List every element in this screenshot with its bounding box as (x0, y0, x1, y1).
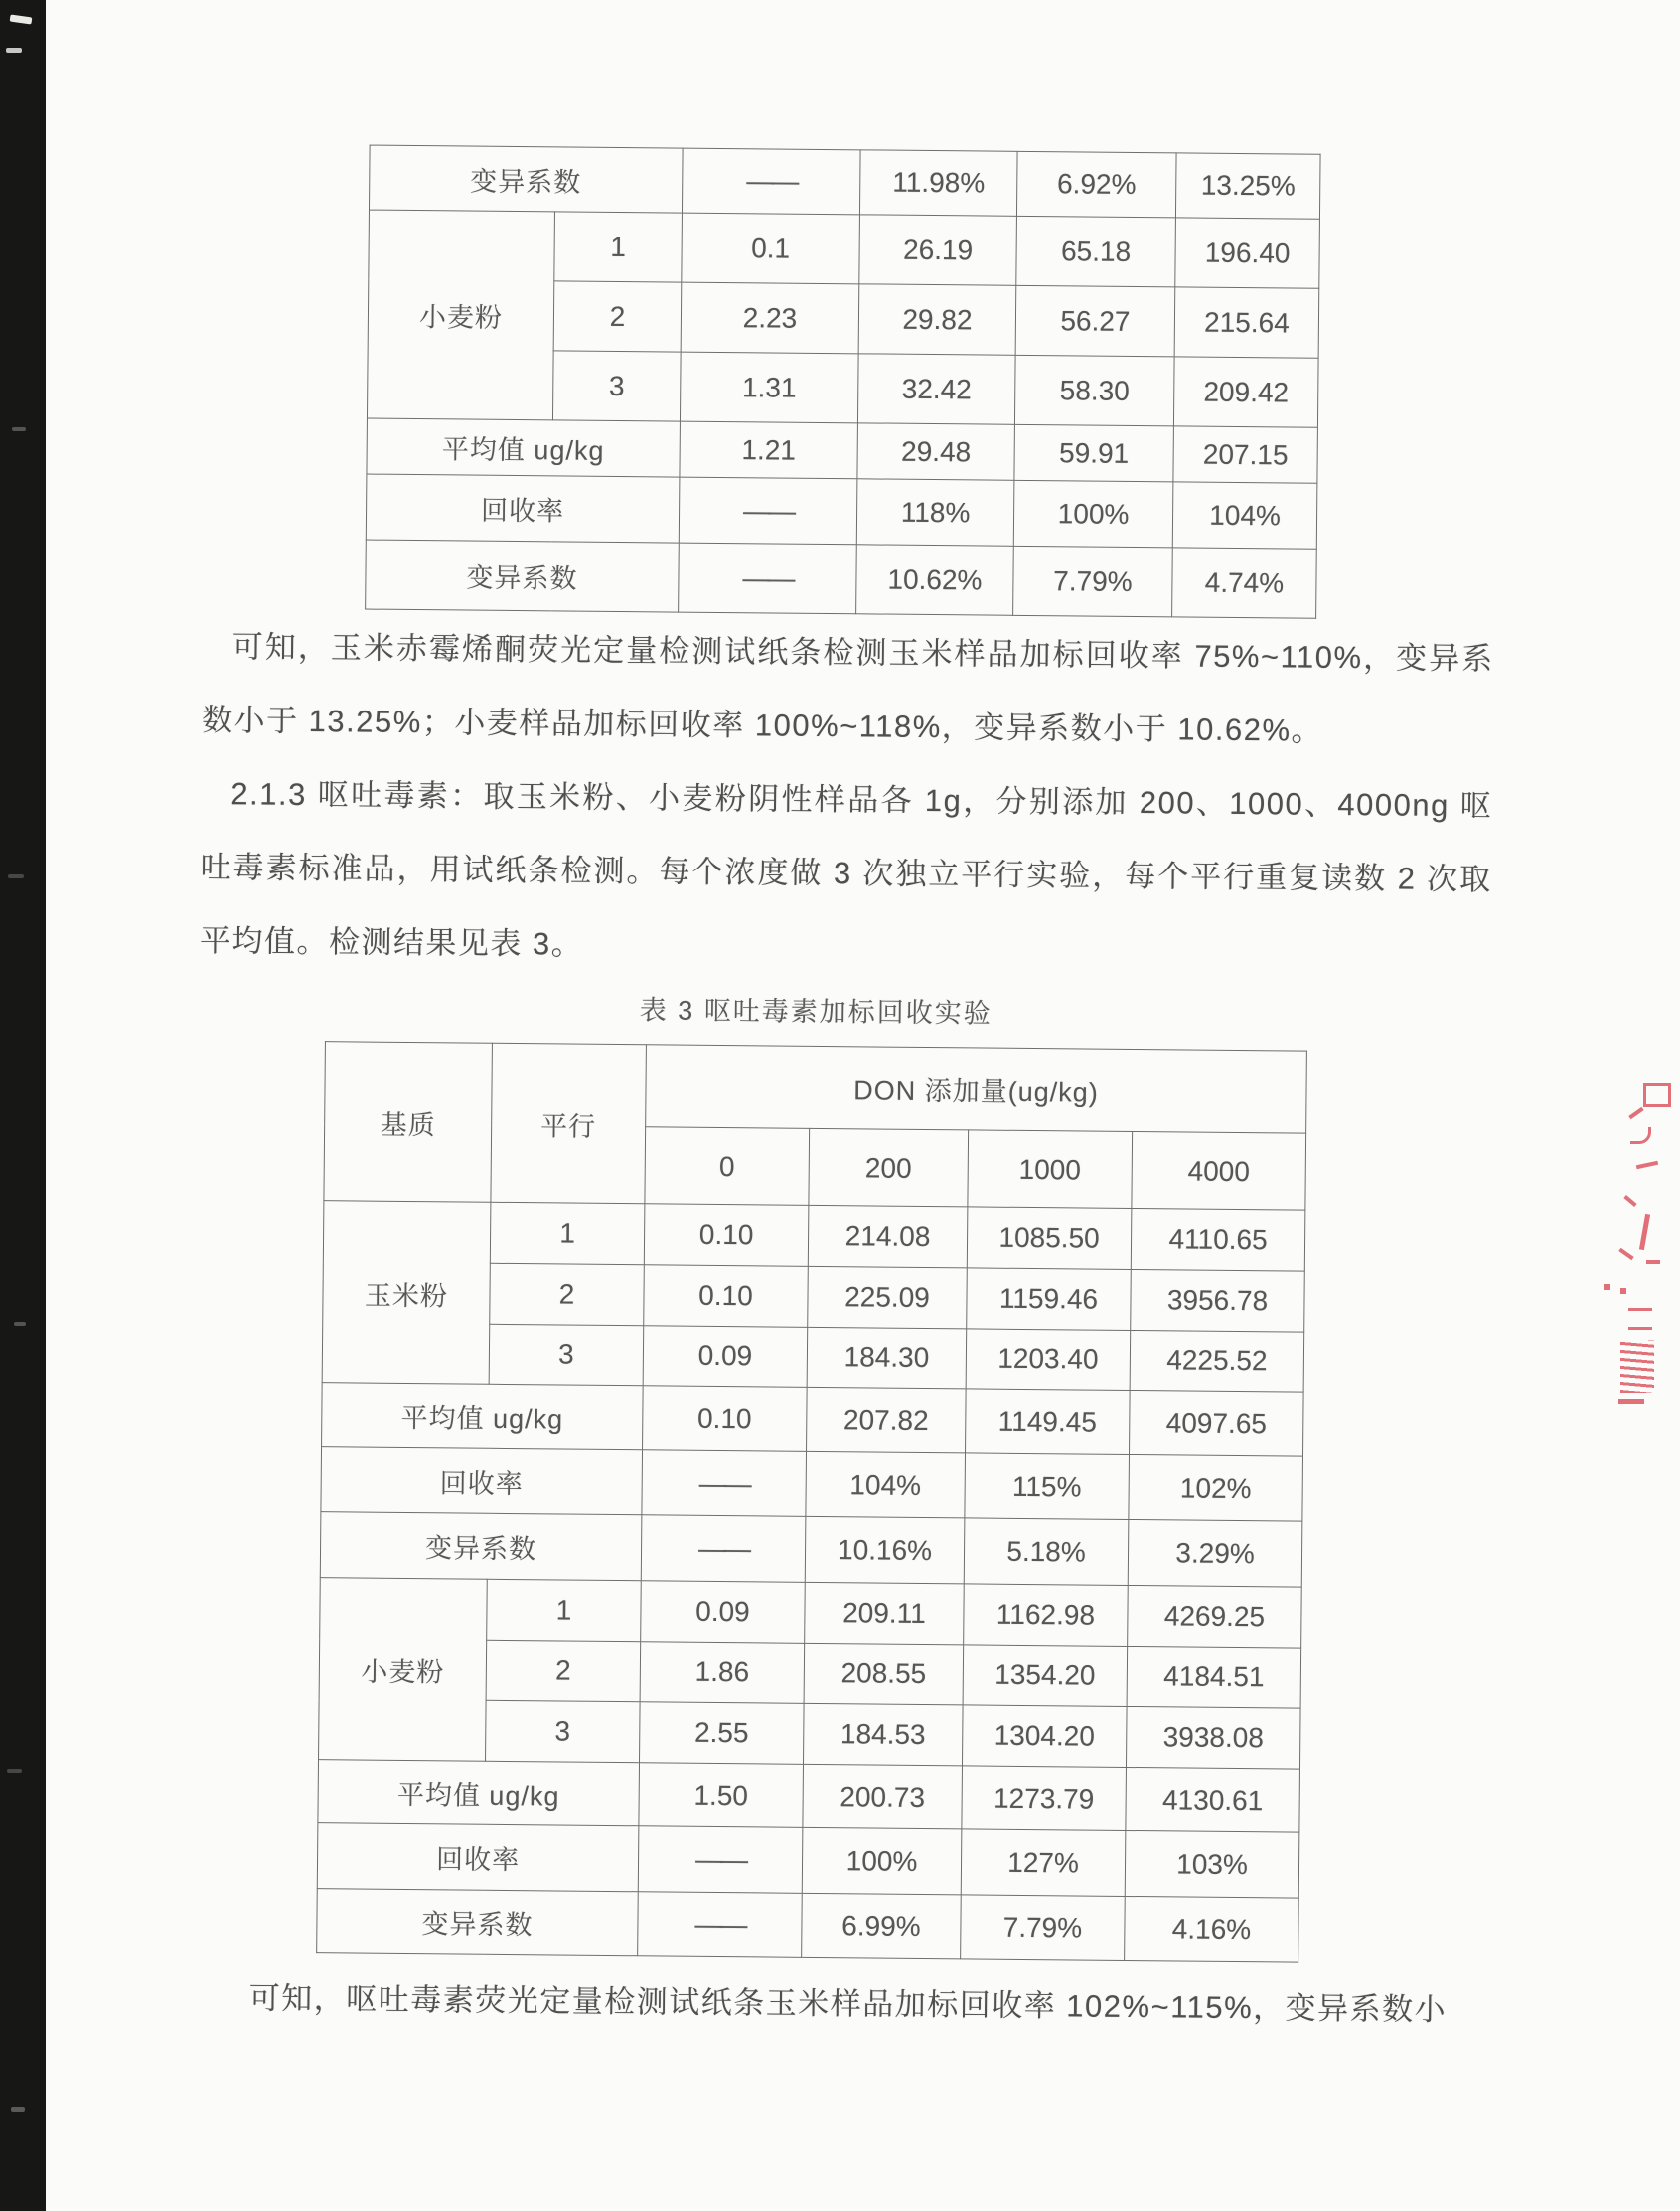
table-cell: 3 (552, 351, 681, 421)
table-row (366, 474, 1317, 549)
paragraph-zearalenone-conclusion: 可知，玉米赤霉烯酮荧光定量检测试纸条检测玉米样品加标回收率 75%~110%，变异系数小于 13.25%；小麦样品加标回收率 100%~118%，变异系数小于 10.62%。 (201, 629, 1494, 748)
column-header-cell: 平行 (491, 1043, 647, 1203)
table-cell: 225.09 (808, 1266, 968, 1329)
table-cell: 1203.40 (966, 1329, 1131, 1391)
stamp-mark (1636, 1161, 1658, 1169)
table-cell: 1 (490, 1202, 645, 1264)
table-row (369, 145, 1320, 219)
table-cell: —— (679, 477, 857, 545)
table-cell: 59.91 (1014, 424, 1174, 482)
stamp-mark (1630, 1127, 1651, 1144)
stamp-mark (1604, 1284, 1610, 1290)
table-cell: 6.92% (1016, 151, 1176, 218)
table-cell: 0.10 (644, 1265, 809, 1328)
table-cell: 1 (554, 212, 683, 282)
table-cell: 1159.46 (967, 1268, 1132, 1331)
table-cell: 29.48 (857, 423, 1015, 481)
table-cell: 102% (1129, 1454, 1303, 1521)
table-cell: 58.30 (1014, 355, 1174, 426)
table-cell: 0.09 (641, 1581, 806, 1644)
table-cell: 214.08 (808, 1205, 968, 1268)
column-header-cell: 0 (645, 1127, 810, 1206)
row-label-cell: 变异系数 (366, 540, 680, 612)
column-header-cell: 4000 (1132, 1131, 1306, 1210)
table-cell: 56.27 (1015, 285, 1175, 357)
table-cell: 0.10 (644, 1204, 809, 1267)
table-cell: —— (679, 543, 857, 614)
table-cell: 4225.52 (1130, 1330, 1304, 1392)
paragraph-don-conclusion: 可知，呕吐毒素荧光定量检测试纸条玉米样品加标回收率 102%~115%，变异系数小 (248, 1980, 1448, 2028)
table-cell: —— (638, 1826, 803, 1894)
scan-edge-mark (14, 1322, 26, 1326)
table-don-recovery (316, 1041, 1307, 1962)
table-cell: 13.25% (1175, 153, 1320, 219)
row-label-cell: 回收率 (321, 1447, 643, 1515)
table-cell: 3 (486, 1700, 641, 1762)
table-zearalenone-recovery-fragment (365, 145, 1320, 619)
stamp-mark (1646, 1260, 1660, 1264)
table-cell: 1354.20 (963, 1645, 1128, 1707)
table-row (320, 1578, 1302, 1648)
row-label-cell: 回收率 (366, 474, 680, 543)
table-cell: 208.55 (804, 1643, 964, 1705)
row-label-cell: 小麦粉 (367, 210, 554, 420)
scan-edge-mark (10, 15, 33, 25)
row-label-cell: 小麦粉 (319, 1578, 488, 1762)
table-cell: 11.98% (859, 150, 1017, 217)
table-cell: 26.19 (859, 215, 1017, 286)
table-cell: 4184.51 (1127, 1646, 1301, 1708)
table-row (322, 1383, 1304, 1456)
table-cell: 4097.65 (1130, 1390, 1304, 1456)
stamp-mark (1628, 1107, 1643, 1119)
table-cell: 4130.61 (1126, 1767, 1300, 1832)
table-cell: 2 (490, 1263, 645, 1325)
table-cell: 4.74% (1172, 548, 1317, 618)
table-cell: —— (641, 1515, 806, 1583)
table-cell: 127% (961, 1829, 1126, 1897)
table-cell: 1.21 (680, 421, 858, 479)
table-cell: 32.42 (857, 354, 1015, 425)
stamp-mark (1628, 1308, 1652, 1330)
stamp-mark (1618, 1399, 1644, 1404)
table3-caption: 表 3 呕吐毒素加标回收实验 (639, 995, 993, 1028)
table-row (317, 1889, 1299, 1962)
table-cell: 6.99% (802, 1893, 962, 1959)
table-cell: 184.53 (803, 1703, 963, 1766)
table-cell: 5.18% (964, 1518, 1129, 1586)
stamp-mark (1620, 1340, 1654, 1393)
table-row (320, 1512, 1302, 1587)
table-cell: 1273.79 (962, 1766, 1127, 1831)
table-cell: 104% (1172, 482, 1317, 549)
table-row (317, 1823, 1299, 1898)
stamp-mark (1618, 1248, 1633, 1260)
table-cell: 4269.25 (1128, 1585, 1302, 1648)
table-cell: 3 (489, 1324, 644, 1385)
stamp-mark (1643, 1083, 1671, 1107)
table-cell: 3938.08 (1126, 1706, 1300, 1769)
table-header-row (325, 1042, 1307, 1133)
row-label-cell: 变异系数 (317, 1889, 639, 1956)
table-cell: 118% (856, 479, 1014, 547)
table-cell: 207.82 (807, 1387, 967, 1453)
table-cell: 1.50 (639, 1763, 804, 1828)
table-cell: 2.23 (681, 282, 859, 354)
column-header-cell: 基质 (324, 1042, 493, 1203)
table-cell: 1 (487, 1579, 642, 1641)
table-cell: 4.16% (1125, 1896, 1299, 1962)
table-cell: 1149.45 (966, 1389, 1131, 1455)
table-cell: 115% (965, 1453, 1130, 1520)
table-cell: 209.11 (805, 1582, 965, 1645)
row-label-cell: 变异系数 (320, 1512, 642, 1581)
table-cell: 29.82 (858, 284, 1016, 356)
table-cell: 7.79% (1013, 546, 1173, 617)
table-cell: 196.40 (1175, 218, 1320, 288)
table-cell: 200.73 (803, 1764, 963, 1829)
paragraph-don-method: 2.1.3 呕吐毒素：取玉米粉、小麦粉阴性样品各 1g，分别添加 200、1000、4000ng 呕吐毒素标准品，用试纸条检测。每个浓度做 3 次独立平行实验，每个平行重复读数 2 次取平均值。检测结果见表 3。 (199, 776, 1493, 962)
table-cell: 1304.20 (962, 1705, 1127, 1768)
table-cell: 0.10 (643, 1386, 808, 1452)
scan-edge-mark (11, 2107, 25, 2112)
table-cell: 4110.65 (1131, 1208, 1305, 1271)
scan-edge-mark (7, 1769, 22, 1773)
table-cell: 103% (1125, 1830, 1299, 1898)
table-cell: 209.42 (1173, 357, 1318, 427)
table-row (318, 1760, 1300, 1832)
table-cell: 10.16% (805, 1516, 965, 1584)
stamp-mark (1623, 1195, 1636, 1207)
table-row (323, 1201, 1305, 1271)
table-cell: 104% (806, 1451, 966, 1518)
stamp-mark (1639, 1214, 1650, 1250)
table-cell: 1085.50 (967, 1207, 1132, 1270)
table-cell: 3956.78 (1131, 1269, 1305, 1332)
row-label-cell: 变异系数 (369, 145, 683, 213)
table-cell: 1.31 (680, 352, 858, 423)
table-row (367, 418, 1317, 483)
table-row (369, 210, 1320, 288)
table-cell: 1162.98 (964, 1584, 1129, 1647)
table-cell: 184.30 (807, 1327, 967, 1389)
table-cell: 215.64 (1174, 287, 1319, 358)
table-cell: 100% (1013, 480, 1173, 548)
table-cell: 207.15 (1173, 426, 1318, 483)
row-label-cell: 平均值 ug/kg (367, 418, 681, 477)
scan-binding-edge (0, 0, 46, 2211)
table-cell: 2.55 (640, 1702, 805, 1765)
scan-edge-mark (8, 874, 24, 878)
row-label-cell: 平均值 ug/kg (322, 1383, 644, 1450)
scan-edge-mark (6, 48, 22, 53)
scan-edge-mark (12, 427, 26, 431)
column-header-cell: 200 (809, 1128, 969, 1207)
table-cell: 1.86 (640, 1642, 805, 1704)
table-cell: 10.62% (856, 545, 1014, 616)
table-row (321, 1447, 1303, 1521)
table-cell: 0.1 (682, 213, 860, 284)
table-cell: 3.29% (1128, 1519, 1302, 1587)
table-cell: —— (642, 1450, 807, 1517)
table-row (366, 540, 1317, 618)
table-cell: 7.79% (961, 1895, 1126, 1961)
table-cell: —— (682, 148, 860, 215)
column-header-cell: 1000 (968, 1130, 1133, 1209)
red-seal-stamp-fragment (1599, 1055, 1680, 1413)
table-cell: 65.18 (1016, 216, 1176, 287)
table-cell: —— (638, 1892, 803, 1958)
table-cell: 2 (553, 281, 682, 352)
row-label-cell: 平均值 ug/kg (318, 1760, 640, 1826)
row-label-cell: 玉米粉 (322, 1201, 491, 1385)
column-header-cell: DON 添加量(ug/kg) (646, 1045, 1307, 1133)
table-cell: 100% (802, 1827, 962, 1895)
row-label-cell: 回收率 (317, 1823, 639, 1892)
table-cell: 0.09 (643, 1326, 808, 1388)
table-cell: 2 (486, 1640, 641, 1701)
